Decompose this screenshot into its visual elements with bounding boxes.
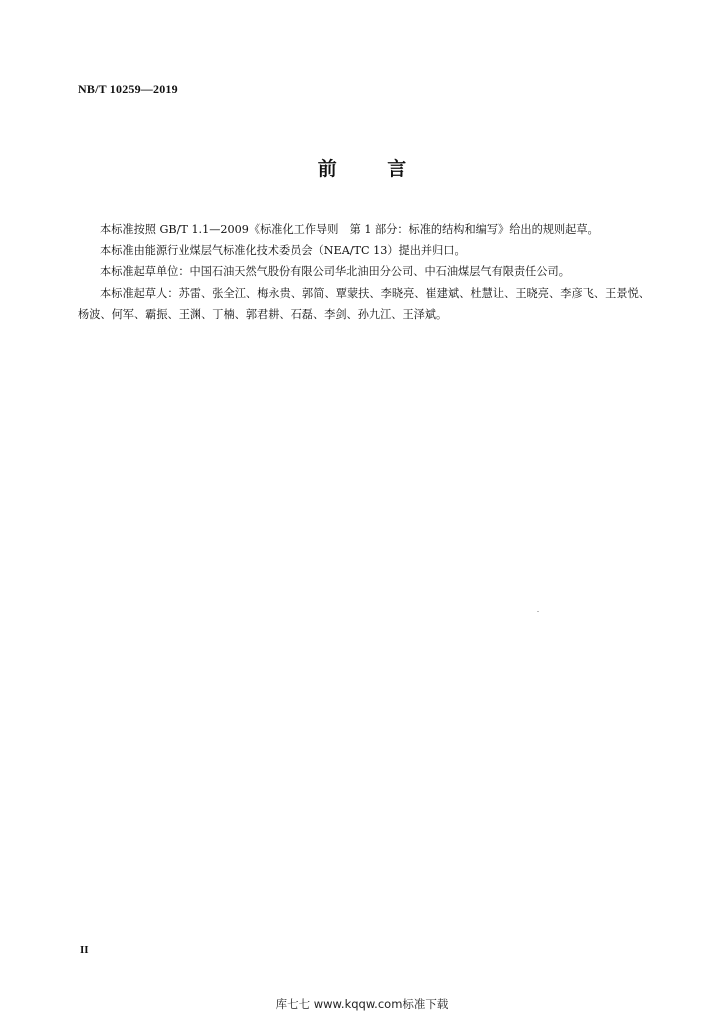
paragraph-drafters: 本标准起草人：苏雷、张全江、梅永贵、郭简、覃蒙扶、李晓亮、崔建斌、杜慧让、王晓亮、李彦飞、王景悦、杨波、何军、霸振、王渊、丁楠、郭君耕、石磊、李剑、孙九江、王泽斌。 <box>78 286 650 321</box>
page-number: II <box>80 944 89 956</box>
paragraph-proposer: 本标准由能源行业煤层气标准化技术委员会（NEA/TC 13）提出并归口。 <box>100 244 466 258</box>
section-title: 前 言 <box>317 158 429 180</box>
scan-speck <box>537 611 539 612</box>
paragraph-drafting-rules: 本标准按照 GB/T 1.1—2009《标准化工作导则 第 1 部分：标准的结构和编写》给出的规则起草。 <box>100 223 599 236</box>
paragraph-drafting-units: 本标准起草单位：中国石油天然气股份有限公司华北油田分公司、中石油煤层气有限责任公司。 <box>100 265 570 279</box>
foreword-body <box>78 219 650 325</box>
standard-code: NB/T 10259—2019 <box>78 82 178 96</box>
footer-watermark: 库七七 www.kqqw.com标准下载 <box>275 997 449 1011</box>
